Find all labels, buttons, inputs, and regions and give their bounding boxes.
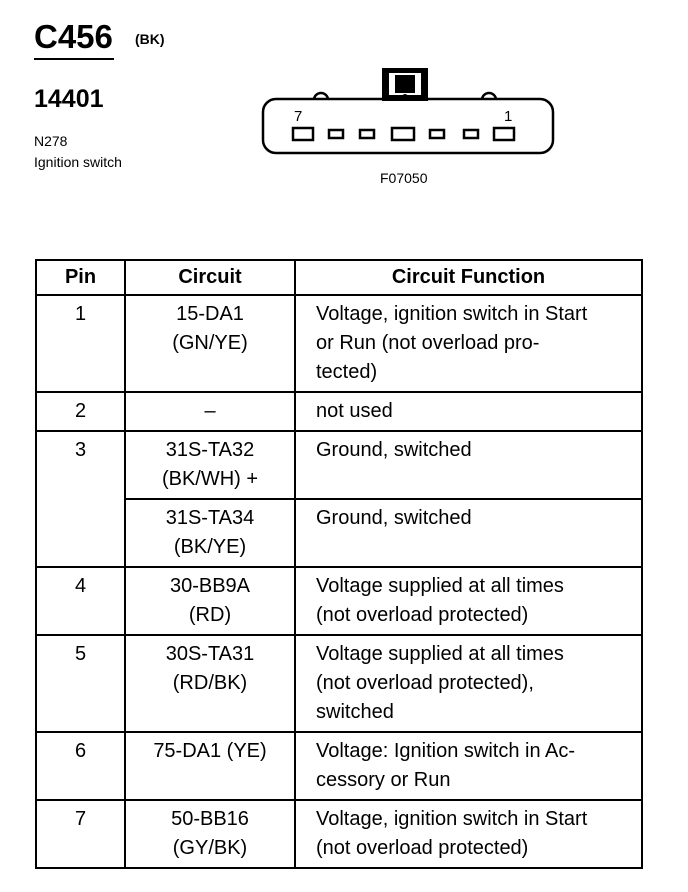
circuit-line: (BK/YE) [173, 536, 247, 558]
terminal-4 [392, 128, 414, 140]
function-line: cessory or Run [316, 769, 451, 791]
function-line: or Run (not overload pro- [316, 332, 540, 354]
pin-cell: 7 [36, 800, 125, 868]
function-cell [295, 431, 642, 499]
circuit-line: 31S-TA32 [165, 439, 255, 461]
circuit-line: 75-DA1 (YE) [153, 740, 267, 762]
circuit-cell [125, 732, 295, 800]
header-circuit: Circuit [125, 260, 295, 295]
function-line: Voltage: Ignition switch in Ac- [316, 740, 576, 762]
pin-cell: 5 [36, 635, 125, 732]
pin-table [35, 259, 643, 869]
circuit-line: 31S-TA34 [165, 507, 255, 529]
function-line: (not overload protected) [316, 837, 529, 859]
connector-face-diagram [258, 62, 558, 162]
function-line: (not overload protected) [316, 604, 529, 626]
table-row [36, 392, 642, 431]
function-cell [295, 732, 642, 800]
table-row [36, 567, 642, 635]
header-circuit-function: Circuit Function [295, 260, 642, 295]
function-cell [295, 635, 642, 732]
header-pin: Pin [36, 260, 125, 295]
component-name: Ignition switch [34, 154, 122, 170]
connector-id-underline [34, 58, 114, 60]
pin-cell: 3 [36, 431, 125, 567]
table-row [36, 732, 642, 800]
function-line: Ground, switched [316, 507, 472, 529]
function-line: switched [316, 701, 394, 723]
circuit-line: (RD) [188, 604, 232, 626]
circuit-cell [125, 800, 295, 868]
table-row [36, 295, 642, 392]
function-cell [295, 800, 642, 868]
function-line: not used [316, 400, 393, 422]
function-line: Voltage supplied at all times [316, 575, 564, 597]
pin-cell: 1 [36, 295, 125, 392]
function-cell [295, 499, 642, 567]
function-line: (not overload protected), [316, 672, 534, 694]
function-cell [295, 392, 642, 431]
terminal-3 [430, 130, 444, 138]
function-line: Voltage, ignition switch in Start [316, 808, 588, 830]
circuit-cell [125, 392, 295, 431]
pin-cell: 4 [36, 567, 125, 635]
circuit-line: 30S-TA31 [165, 643, 255, 665]
circuit-line: (BK/WH) + [161, 468, 259, 490]
function-line: Voltage, ignition switch in Start [316, 303, 588, 325]
location-code: N278 [34, 133, 68, 149]
table-row [36, 635, 642, 732]
circuit-line: (GN/YE) [172, 332, 248, 354]
connector-color: (BK) [135, 31, 165, 47]
function-line: tected) [316, 361, 378, 383]
connector-id: C456 [34, 18, 113, 55]
circuit-line: 30-BB9A [169, 575, 251, 597]
pin-7-label: 7 [294, 108, 303, 125]
function-cell [295, 295, 642, 392]
part-number: 14401 [34, 85, 104, 113]
function-line: Ground, switched [316, 439, 472, 461]
terminal-7 [293, 128, 313, 140]
figure-code: F07050 [380, 170, 428, 186]
circuit-line: – [204, 400, 216, 422]
terminal-6 [329, 130, 343, 138]
circuit-cell [125, 567, 295, 635]
circuit-line: (RD/BK) [172, 672, 248, 694]
table-row [36, 499, 642, 567]
table-row [36, 800, 642, 868]
function-line: Voltage supplied at all times [316, 643, 564, 665]
circuit-cell [125, 635, 295, 732]
pin-cell: 2 [36, 392, 125, 431]
connector-latch [382, 68, 428, 101]
pin-cell: 6 [36, 732, 125, 800]
table-header-row [36, 260, 642, 295]
function-cell [295, 567, 642, 635]
terminal-2 [464, 130, 478, 138]
circuit-line: 50-BB16 [171, 808, 249, 830]
circuit-cell [125, 499, 295, 567]
circuit-line: (GY/BK) [172, 837, 248, 859]
circuit-line: 15-DA1 [176, 303, 244, 325]
pin-1-label: 1 [504, 108, 513, 125]
table-row [36, 431, 642, 499]
terminal-1 [494, 128, 514, 140]
circuit-cell [125, 431, 295, 499]
circuit-cell [125, 295, 295, 392]
terminal-5 [360, 130, 374, 138]
